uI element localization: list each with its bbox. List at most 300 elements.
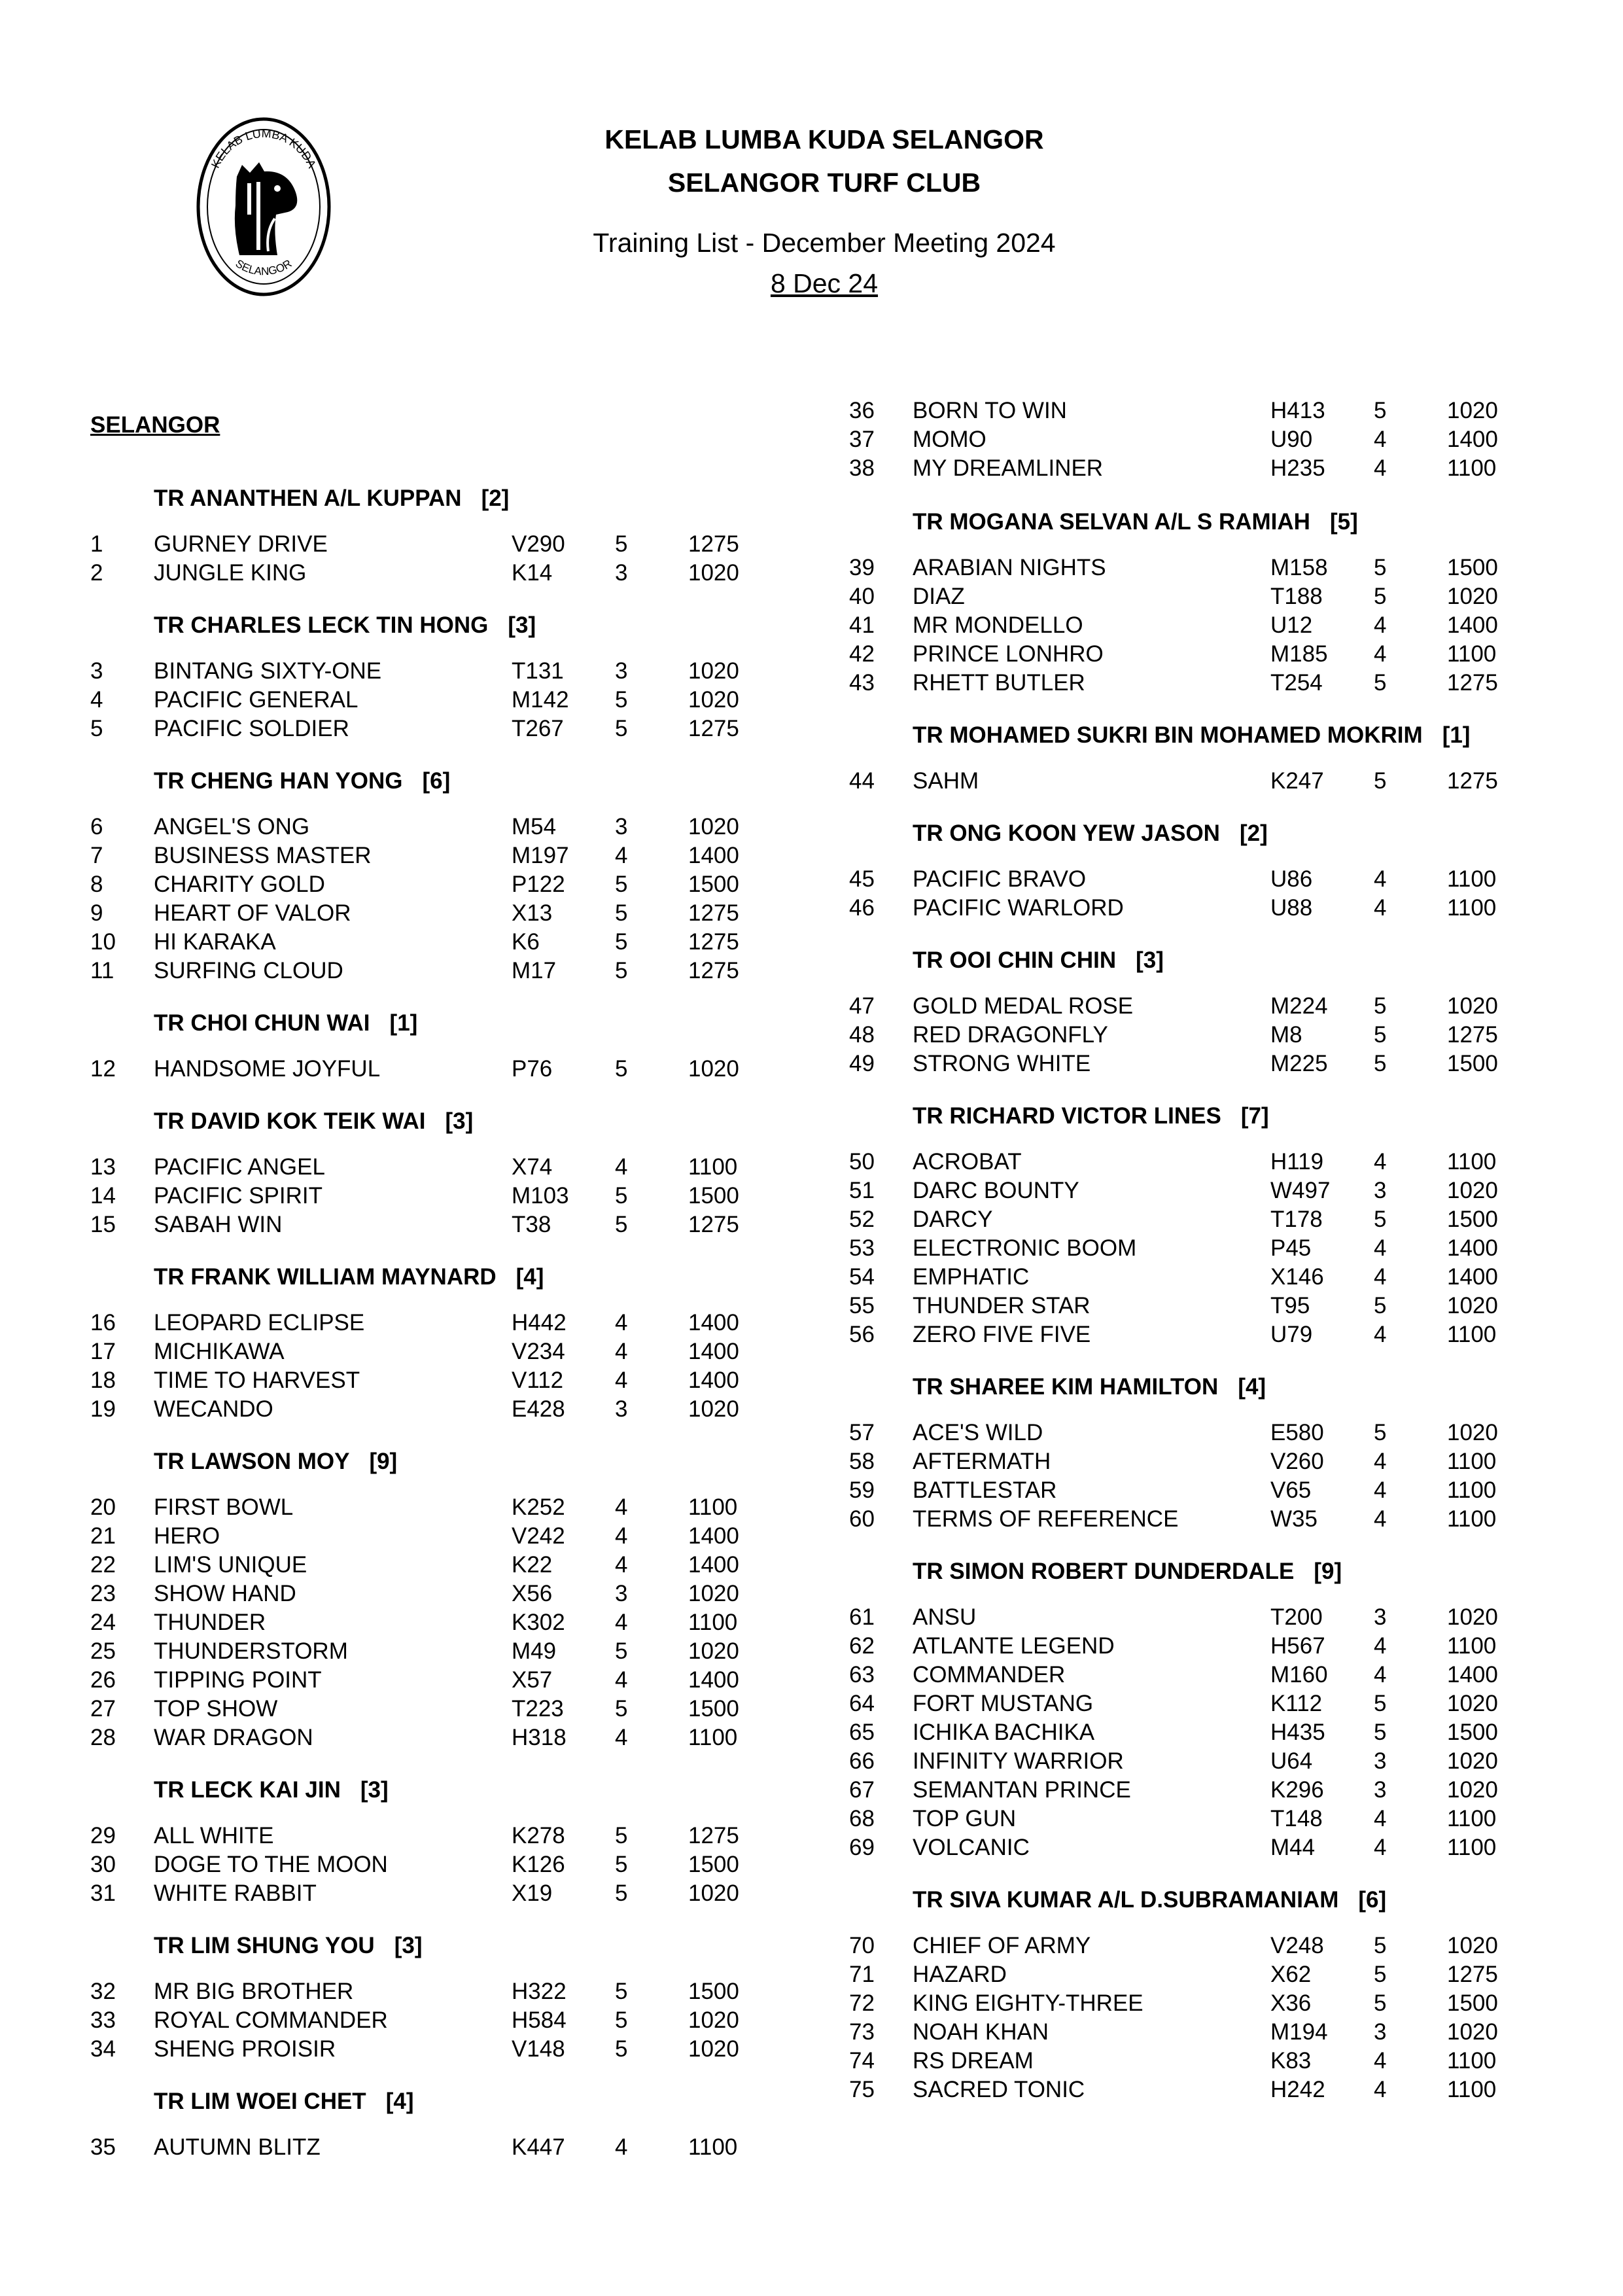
race-distance: 1275 — [688, 900, 739, 926]
horse-count: [9] — [1314, 1559, 1342, 1584]
horse-entry-row — [0, 1725, 738, 1754]
horse-rating: 5 — [1374, 1207, 1387, 1232]
horse-code: H584 — [512, 2007, 567, 2033]
horse-name: ELECTRONIC BOOM — [913, 1235, 1137, 1261]
entry-number: 75 — [849, 2077, 875, 2102]
horse-entry-row — [0, 1823, 739, 1852]
race-distance: 1100 — [1447, 1149, 1497, 1174]
horse-count: [2] — [1239, 821, 1268, 846]
horse-rating: 5 — [1374, 1720, 1387, 1745]
trainer-name: TR LIM WOEI CHET — [154, 2089, 366, 2114]
horse-rating: 3 — [1374, 1178, 1387, 1203]
horse-entry-row — [0, 531, 739, 560]
entry-number: 11 — [90, 958, 114, 983]
race-distance: 1500 — [1447, 1207, 1498, 1232]
race-distance: 1020 — [688, 1638, 739, 1664]
horse-entry-row — [0, 1581, 739, 1610]
document-title: Training List - December Meeting 2024 — [593, 228, 1056, 258]
club-name-malay: KELAB LUMBA KUDA SELANGOR — [604, 124, 1044, 154]
horse-count: [1] — [389, 1010, 418, 1036]
race-distance: 1020 — [688, 1881, 739, 1906]
horse-entry-row — [0, 1610, 738, 1638]
race-distance: 1400 — [1447, 1264, 1498, 1290]
entry-number: 37 — [849, 427, 875, 452]
horse-code: K83 — [1270, 2048, 1312, 2074]
trainer-heading — [913, 509, 1358, 535]
horse-name: PACIFIC GENERAL — [154, 687, 358, 713]
entry-number: 35 — [90, 2134, 116, 2160]
horse-count: [3] — [1136, 947, 1164, 973]
entry-number: 32 — [90, 1979, 116, 2004]
entry-number: 45 — [849, 866, 875, 892]
entry-number: 44 — [849, 768, 875, 794]
horse-name: KING EIGHTY-THREE — [913, 1990, 1143, 2016]
entry-number: 61 — [849, 1604, 875, 1630]
horse-rating: 4 — [1374, 1633, 1387, 1659]
horse-name: PACIFIC WARLORD — [913, 895, 1124, 921]
horse-name: HERO — [154, 1523, 220, 1549]
club-name-english: SELANGOR TURF CLUB — [667, 168, 981, 198]
horse-rating: 4 — [1374, 641, 1387, 667]
horse-rating: 4 — [615, 843, 628, 868]
horse-entry-row — [0, 1881, 739, 1909]
horse-entry-row — [759, 1990, 1498, 2019]
right-column — [759, 0, 1498, 2296]
horse-count: [1] — [1442, 722, 1471, 748]
entry-number: 17 — [90, 1339, 116, 1364]
horse-code: P122 — [512, 872, 565, 897]
horse-rating: 4 — [1374, 1477, 1387, 1503]
entry-number: 52 — [849, 1207, 875, 1232]
horse-entry-row — [759, 1477, 1497, 1506]
entry-number: 29 — [90, 1823, 116, 1848]
trainer-name: TR CHOI CHUN WAI — [154, 1010, 370, 1036]
entry-number: 53 — [849, 1235, 875, 1261]
horse-count: [3] — [508, 612, 536, 638]
horse-code: M44 — [1270, 1835, 1316, 1860]
horse-code: E428 — [512, 1396, 565, 1422]
horse-code: K247 — [1270, 768, 1324, 794]
race-distance: 1100 — [688, 1494, 738, 1520]
horse-name: PACIFIC ANGEL — [154, 1154, 325, 1180]
horse-rating: 5 — [1374, 1962, 1387, 1987]
horse-name: ANGEL'S ONG — [154, 814, 310, 839]
race-distance: 1275 — [1447, 1962, 1498, 1987]
horse-entry-row — [759, 1835, 1497, 1863]
horse-entry-row — [0, 1396, 739, 1425]
race-distance: 1400 — [688, 1667, 739, 1693]
horse-rating: 3 — [615, 1581, 628, 1606]
horse-entry-row — [0, 2036, 739, 2065]
horse-count: [5] — [1329, 509, 1358, 535]
entry-number: 59 — [849, 1477, 875, 1503]
horse-name: FORT MUSTANG — [913, 1691, 1094, 1716]
race-distance: 1100 — [1447, 1449, 1497, 1474]
horse-entry-row — [759, 895, 1497, 924]
entry-number: 15 — [90, 1212, 116, 1237]
horse-rating: 5 — [1374, 1990, 1387, 2016]
horse-code: U12 — [1270, 612, 1313, 638]
race-distance: 1020 — [688, 1056, 739, 1082]
horse-code: K252 — [512, 1494, 565, 1520]
horse-entry-row — [759, 455, 1497, 484]
horse-entry-row — [759, 1633, 1497, 1662]
entry-number: 34 — [90, 2036, 116, 2062]
race-distance: 1400 — [688, 1368, 739, 1393]
trainer-name: TR SIMON ROBERT DUNDERDALE — [913, 1559, 1295, 1584]
entry-number: 25 — [90, 1638, 116, 1664]
race-distance: 1400 — [1447, 427, 1498, 452]
race-distance: 1500 — [688, 872, 739, 897]
entry-number: 9 — [90, 900, 103, 926]
entry-number: 18 — [90, 1368, 116, 1393]
horse-code: T223 — [512, 1696, 564, 1722]
race-distance: 1100 — [688, 2134, 738, 2160]
horse-entry-row — [759, 427, 1498, 455]
race-distance: 1020 — [688, 687, 739, 713]
race-distance: 1500 — [1447, 1051, 1498, 1076]
horse-count: [4] — [515, 1264, 544, 1290]
horse-name: BINTANG SIXTY-ONE — [154, 658, 382, 684]
entry-number: 69 — [849, 1835, 875, 1860]
horse-name: TIME TO HARVEST — [154, 1368, 360, 1393]
entry-number: 46 — [849, 895, 875, 921]
horse-entry-row — [759, 1264, 1498, 1293]
horse-name: PRINCE LONHRO — [913, 641, 1104, 667]
horse-name: WECANDO — [154, 1396, 273, 1422]
horse-count: [3] — [445, 1108, 474, 1134]
horse-entry-row — [759, 2019, 1498, 2048]
horse-code: T131 — [512, 658, 564, 684]
horse-entry-row — [759, 1051, 1498, 1080]
horse-name: CHIEF OF ARMY — [913, 1933, 1091, 1958]
horse-entry-row — [759, 768, 1498, 797]
entry-number: 51 — [849, 1178, 875, 1203]
entry-number: 30 — [90, 1852, 116, 1877]
horse-rating: 5 — [615, 958, 628, 983]
race-distance: 1275 — [688, 929, 739, 955]
horse-rating: 5 — [615, 1212, 628, 1237]
horse-name: NOAH KHAN — [913, 2019, 1049, 2045]
entry-number: 56 — [849, 1322, 875, 1347]
trainer-heading — [913, 722, 1470, 749]
horse-entry-row — [759, 1604, 1498, 1633]
horse-entry-row — [0, 1638, 739, 1667]
horse-rating: 4 — [1374, 1449, 1387, 1474]
trainer-heading — [154, 486, 509, 512]
race-distance: 1020 — [1447, 2019, 1498, 2045]
entry-number: 74 — [849, 2048, 875, 2074]
horse-entry-row — [759, 1506, 1497, 1535]
horse-name: BUSINESS MASTER — [154, 843, 372, 868]
race-distance: 1100 — [1447, 455, 1497, 481]
horse-code: X146 — [1270, 1264, 1324, 1290]
entry-number: 48 — [849, 1022, 875, 1048]
horse-entry-row — [0, 843, 739, 872]
horse-count: [6] — [1358, 1887, 1387, 1913]
horse-name: ROYAL COMMANDER — [154, 2007, 388, 2033]
horse-rating: 5 — [615, 929, 628, 955]
horse-name: DIAZ — [913, 584, 965, 609]
horse-code: E580 — [1270, 1420, 1324, 1445]
horse-name: RHETT BUTLER — [913, 670, 1085, 696]
horse-rating: 5 — [615, 1823, 628, 1848]
race-distance: 1100 — [1447, 1322, 1497, 1347]
horse-entry-row — [759, 866, 1497, 895]
horse-code: U64 — [1270, 1748, 1313, 1774]
horse-name: AUTUMN BLITZ — [154, 2134, 321, 2160]
horse-code: T200 — [1270, 1604, 1323, 1630]
entry-number: 72 — [849, 1990, 875, 2016]
horse-rating: 5 — [615, 1056, 628, 1082]
race-distance: 1020 — [1447, 1933, 1498, 1958]
race-distance: 1100 — [1447, 1633, 1497, 1659]
horse-entry-row — [759, 1720, 1498, 1748]
horse-rating: 3 — [615, 658, 628, 684]
race-distance: 1500 — [1447, 1720, 1498, 1745]
race-distance: 1020 — [1447, 1178, 1498, 1203]
entry-number: 54 — [849, 1264, 875, 1290]
horse-code: X56 — [512, 1581, 553, 1606]
horse-code: H442 — [512, 1310, 567, 1335]
horse-entry-row — [759, 1806, 1497, 1835]
horse-entry-row — [759, 670, 1498, 699]
trainer-name: TR MOHAMED SUKRI BIN MOHAMED MOKRIM — [913, 722, 1423, 748]
horse-rating: 4 — [1374, 1235, 1387, 1261]
horse-entry-row — [759, 1962, 1498, 1990]
horse-name: VOLCANIC — [913, 1835, 1030, 1860]
race-distance: 1400 — [688, 1339, 739, 1364]
horse-rating: 5 — [615, 872, 628, 897]
horse-entry-row — [0, 658, 739, 687]
horse-rating: 4 — [615, 1523, 628, 1549]
horse-count: [3] — [360, 1777, 389, 1803]
horse-entry-row — [0, 1310, 739, 1339]
race-distance: 1020 — [1447, 1748, 1498, 1774]
horse-rating: 5 — [615, 900, 628, 926]
trainer-name: TR CHARLES LECK TIN HONG — [154, 612, 489, 638]
horse-rating: 5 — [1374, 768, 1387, 794]
horse-rating: 5 — [615, 687, 628, 713]
race-distance: 1400 — [688, 843, 739, 868]
horse-rating: 4 — [1374, 2048, 1387, 2074]
horse-rating: 5 — [615, 531, 628, 557]
race-distance: 1020 — [1447, 1420, 1498, 1445]
horse-rating: 5 — [615, 1638, 628, 1664]
horse-name: ACE'S WILD — [913, 1420, 1043, 1445]
horse-rating: 4 — [615, 1368, 628, 1393]
horse-rating: 5 — [615, 2036, 628, 2062]
horse-rating: 4 — [1374, 1149, 1387, 1174]
race-distance: 1100 — [1447, 1835, 1497, 1860]
trainer-heading — [154, 2089, 413, 2115]
horse-name: SACRED TONIC — [913, 2077, 1085, 2102]
horse-code: T178 — [1270, 1207, 1323, 1232]
horse-rating: 4 — [615, 1154, 628, 1180]
trainer-name: TR ANANTHEN A/L KUPPAN — [154, 486, 462, 511]
horse-name: SHOW HAND — [154, 1581, 296, 1606]
horse-rating: 5 — [1374, 1022, 1387, 1048]
race-distance: 1100 — [1447, 895, 1497, 921]
horse-code: V290 — [512, 531, 565, 557]
entry-number: 67 — [849, 1777, 875, 1803]
horse-code: K302 — [512, 1610, 565, 1635]
horse-entry-row — [0, 2134, 738, 2163]
horse-code: M194 — [1270, 2019, 1328, 2045]
horse-name: SEMANTAN PRINCE — [913, 1777, 1131, 1803]
horse-name: TOP GUN — [913, 1806, 1017, 1831]
horse-count: [2] — [481, 486, 510, 511]
entry-number: 43 — [849, 670, 875, 696]
horse-code: X74 — [512, 1154, 553, 1180]
horse-code: M224 — [1270, 993, 1328, 1019]
horse-name: TOP SHOW — [154, 1696, 278, 1722]
horse-rating: 5 — [615, 1852, 628, 1877]
horse-code: X36 — [1270, 1990, 1312, 2016]
horse-name: ALL WHITE — [154, 1823, 274, 1848]
horse-rating: 4 — [1374, 1322, 1387, 1347]
horse-name: HAZARD — [913, 1962, 1007, 1987]
race-distance: 1020 — [1447, 1777, 1498, 1803]
horse-rating: 4 — [615, 2134, 628, 2160]
race-distance: 1100 — [1447, 2077, 1497, 2102]
horse-name: SAHM — [913, 768, 979, 794]
horse-code: M103 — [512, 1183, 569, 1209]
horse-rating: 4 — [1374, 427, 1387, 452]
entry-number: 27 — [90, 1696, 116, 1722]
horse-count: [3] — [394, 1933, 423, 1958]
horse-name: THUNDERSTORM — [154, 1638, 348, 1664]
horse-code: V112 — [512, 1368, 564, 1393]
horse-rating: 4 — [615, 1610, 628, 1635]
horse-code: M8 — [1270, 1022, 1302, 1048]
entry-number: 21 — [90, 1523, 116, 1549]
race-distance: 1100 — [1447, 641, 1497, 667]
horse-rating: 5 — [1374, 1293, 1387, 1318]
horse-code: W35 — [1270, 1506, 1318, 1532]
horse-code: H119 — [1270, 1149, 1324, 1174]
horse-code: K14 — [512, 560, 553, 586]
trainer-name: TR ONG KOON YEW JASON — [913, 821, 1220, 846]
entry-number: 41 — [849, 612, 875, 638]
horse-name: ICHIKA BACHIKA — [913, 1720, 1095, 1745]
horse-code: M54 — [512, 814, 557, 839]
trainer-heading — [154, 1933, 422, 1959]
race-distance: 1100 — [688, 1154, 738, 1180]
horse-name: BORN TO WIN — [913, 398, 1067, 423]
trainer-name: TR MOGANA SELVAN A/L S RAMIAH — [913, 509, 1310, 535]
horse-rating: 4 — [615, 1494, 628, 1520]
horse-entry-row — [759, 1207, 1498, 1235]
horse-code: K6 — [512, 929, 540, 955]
horse-code: V148 — [512, 2036, 565, 2062]
entry-number: 1 — [90, 531, 103, 557]
race-distance: 1020 — [1447, 1604, 1498, 1630]
trainer-name: TR SIVA KUMAR A/L D.SUBRAMANIAM — [913, 1887, 1339, 1913]
trainer-heading — [154, 1449, 397, 1475]
trainer-heading — [913, 821, 1268, 847]
horse-code: V260 — [1270, 1449, 1324, 1474]
horse-code: X62 — [1270, 1962, 1312, 1987]
horse-entry-row — [0, 1368, 739, 1396]
trainer-name: TR SHAREE KIM HAMILTON — [913, 1374, 1219, 1400]
horse-entry-row — [0, 1056, 739, 1085]
race-distance: 1500 — [1447, 1990, 1498, 2016]
entry-number: 16 — [90, 1310, 116, 1335]
horse-code: K278 — [512, 1823, 565, 1848]
race-distance: 1020 — [1447, 1691, 1498, 1716]
entry-number: 5 — [90, 716, 103, 741]
horse-rating: 5 — [1374, 670, 1387, 696]
meeting-date: 8 Dec 24 — [770, 268, 879, 298]
left-column — [0, 0, 739, 2296]
entry-number: 19 — [90, 1396, 116, 1422]
horse-name: PACIFIC BRAVO — [913, 866, 1087, 892]
horse-name: RS DREAM — [913, 2048, 1034, 2074]
race-distance: 1275 — [688, 716, 739, 741]
race-distance: 1100 — [1447, 1806, 1497, 1831]
horse-code: K22 — [512, 1552, 553, 1578]
horse-code: X19 — [512, 1881, 553, 1906]
entry-number: 13 — [90, 1154, 116, 1180]
race-distance: 1020 — [1447, 993, 1498, 1019]
horse-entry-row — [759, 1748, 1498, 1777]
trainer-heading — [154, 612, 536, 639]
entry-number: 33 — [90, 2007, 116, 2033]
horse-code: H235 — [1270, 455, 1325, 481]
horse-code: X57 — [512, 1667, 553, 1693]
trainer-name: TR DAVID KOK TEIK WAI — [154, 1108, 426, 1134]
horse-code: M185 — [1270, 641, 1328, 667]
horse-entry-row — [0, 687, 739, 716]
trainer-heading — [154, 1010, 417, 1036]
horse-entry-row — [0, 1979, 739, 2007]
horse-code: T38 — [512, 1212, 551, 1237]
horse-count: [6] — [422, 768, 451, 794]
horse-name: ACROBAT — [913, 1149, 1022, 1174]
horse-entry-row — [759, 1293, 1498, 1322]
horse-code: M49 — [512, 1638, 557, 1664]
horse-code: K296 — [1270, 1777, 1324, 1803]
trainer-name: TR CHENG HAN YONG — [154, 768, 403, 794]
horse-rating: 5 — [1374, 993, 1387, 1019]
horse-name: COMMANDER — [913, 1662, 1066, 1687]
entry-number: 7 — [90, 843, 103, 868]
horse-entry-row — [759, 612, 1498, 641]
horse-code: H435 — [1270, 1720, 1325, 1745]
horse-rating: 5 — [615, 1979, 628, 2004]
horse-rating: 4 — [1374, 895, 1387, 921]
entry-number: 64 — [849, 1691, 875, 1716]
horse-rating: 4 — [615, 1310, 628, 1335]
horse-rating: 4 — [1374, 1835, 1387, 1860]
horse-entry-row — [0, 1212, 739, 1241]
horse-count: [4] — [1238, 1374, 1266, 1400]
horse-entry-row — [759, 993, 1498, 1022]
entry-number: 47 — [849, 993, 875, 1019]
horse-entry-row — [759, 584, 1498, 612]
horse-rating: 5 — [1374, 555, 1387, 580]
horse-name: EMPHATIC — [913, 1264, 1030, 1290]
horse-entry-row — [0, 1852, 739, 1881]
race-distance: 1400 — [688, 1552, 739, 1578]
horse-name: MOMO — [913, 427, 986, 452]
horse-name: MY DREAMLINER — [913, 455, 1104, 481]
entry-number: 4 — [90, 687, 103, 713]
horse-name: SURFING CLOUD — [154, 958, 343, 983]
entry-number: 62 — [849, 1633, 875, 1659]
race-distance: 1100 — [1447, 1477, 1497, 1503]
